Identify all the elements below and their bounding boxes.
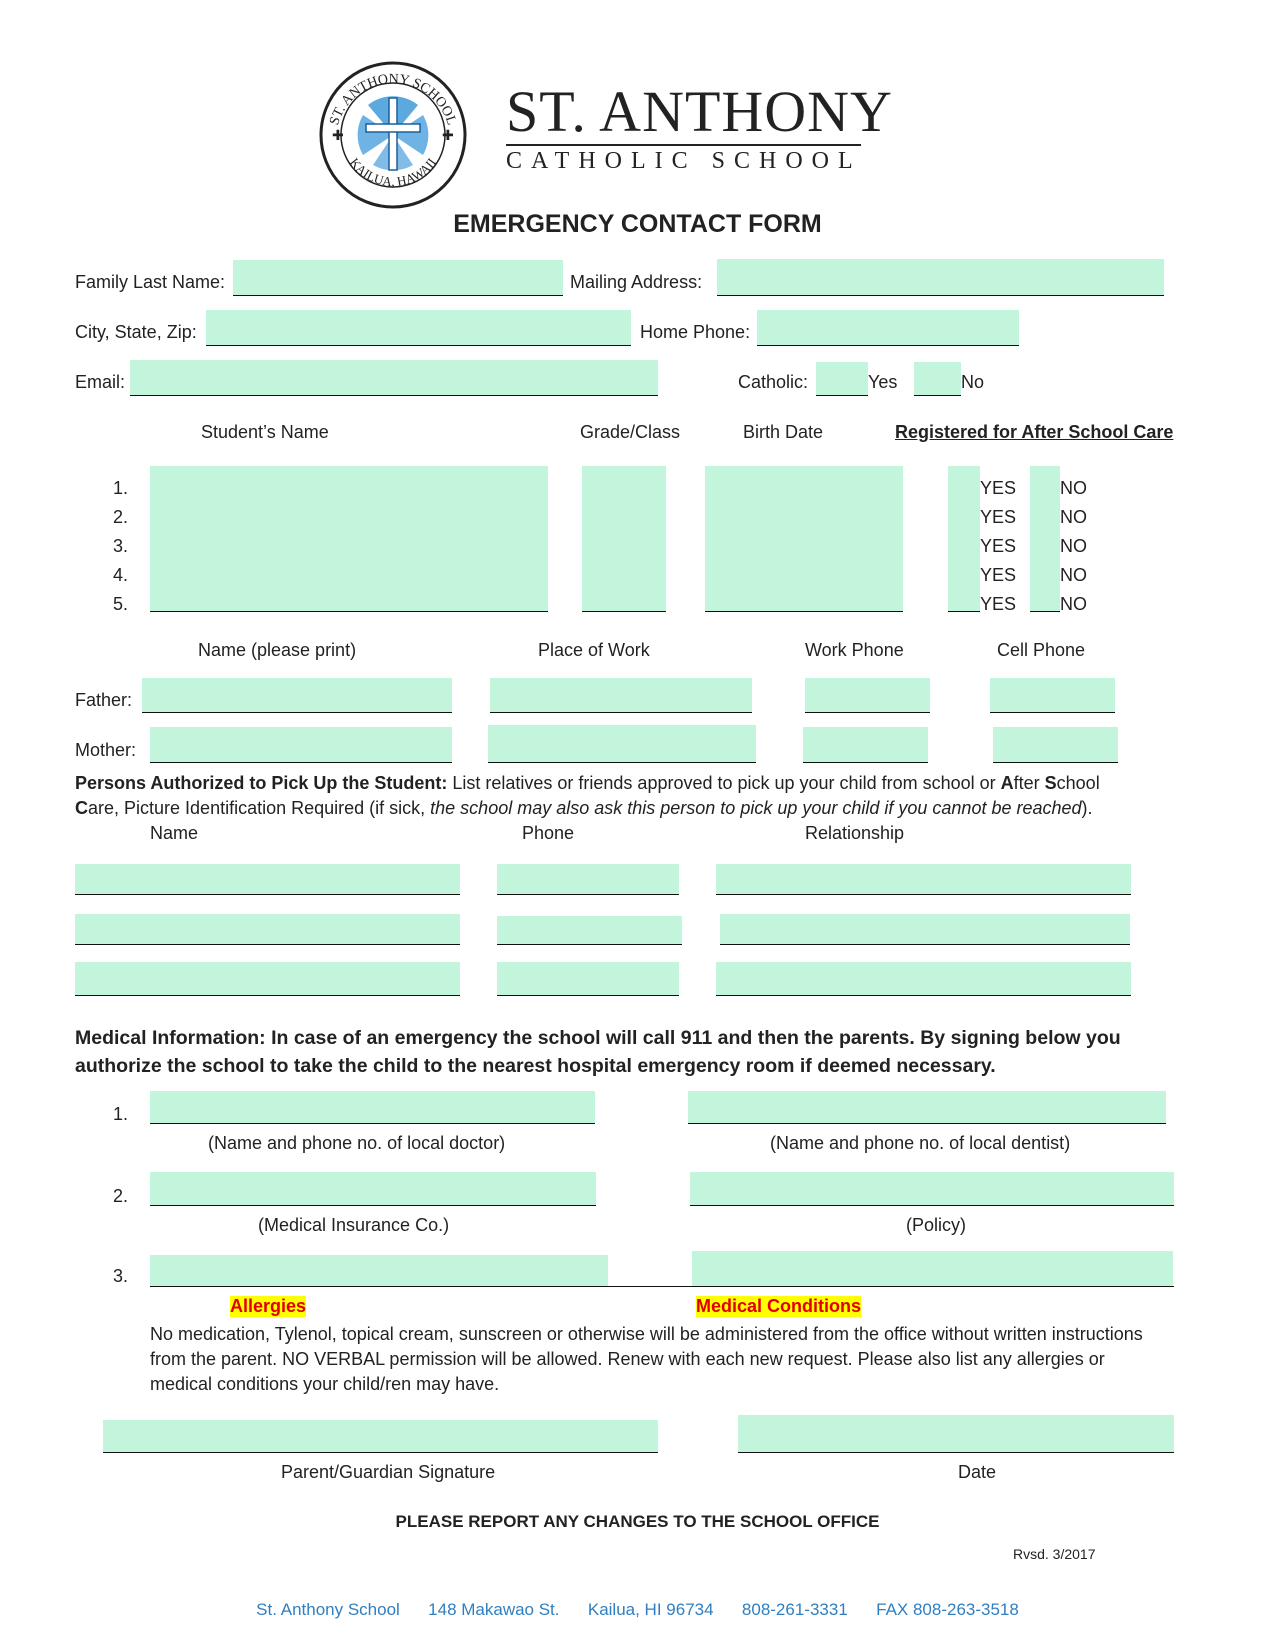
family-last-name-field[interactable] bbox=[233, 260, 563, 296]
pickup-relationship-header: Relationship bbox=[805, 823, 905, 843]
mother-name-field[interactable] bbox=[150, 727, 452, 763]
authorized-pickup-heading: Persons Authorized to Pick Up the Student: bbox=[75, 773, 448, 793]
student-1-no-label: NO bbox=[1060, 478, 1087, 498]
pickup-3-name-field[interactable] bbox=[75, 962, 460, 996]
student-3-after-care-yes-field[interactable] bbox=[948, 524, 980, 554]
pickup-1-relationship-field[interactable] bbox=[716, 864, 1131, 895]
parent-signature-field[interactable] bbox=[103, 1420, 658, 1453]
student-3-no-label: NO bbox=[1060, 536, 1087, 556]
medical-conditions-field[interactable] bbox=[692, 1251, 1173, 1287]
footer-city: Kailua, HI 96734 bbox=[587, 1600, 714, 1619]
seal-text-bottom: KAILUA, HAWAII bbox=[346, 154, 440, 190]
school-seal-icon bbox=[318, 60, 468, 210]
pickup-3-relationship-field[interactable] bbox=[716, 962, 1131, 996]
student-3-grade-field[interactable] bbox=[582, 524, 666, 554]
student-4-no-label: NO bbox=[1060, 565, 1087, 585]
pickup-name-header: Name bbox=[150, 823, 199, 843]
email-field[interactable] bbox=[130, 360, 658, 396]
allergies-field[interactable] bbox=[150, 1255, 608, 1287]
student-4-name-field[interactable] bbox=[150, 553, 548, 583]
student-3-yes-label: YES bbox=[980, 536, 1017, 556]
authorized-pickup-text: Persons Authorized to Pick Up the Student: List relatives or friends approved to pick up your child from school or After School Care, Picture Identification Required (if sick, the school may also ask this person to pick up your child if you cannot be reached). bbox=[75, 773, 1100, 818]
mother-label: Mother: bbox=[75, 740, 137, 760]
dentist-caption: (Name and phone no. of local dentist) bbox=[770, 1133, 1071, 1153]
pickup-phone-header: Phone bbox=[522, 823, 575, 843]
student-2-grade-field[interactable] bbox=[582, 495, 666, 525]
student-3-birth-date-field[interactable] bbox=[705, 524, 903, 554]
student-4-grade-field[interactable] bbox=[582, 553, 666, 583]
student-2-yes-label: YES bbox=[980, 507, 1017, 527]
catholic-no-field[interactable] bbox=[914, 362, 961, 396]
policy-caption: (Policy) bbox=[906, 1215, 967, 1235]
seal-text-top: ST. ANTHONY SCHOOL bbox=[327, 71, 459, 127]
pickup-2-relationship-field[interactable] bbox=[720, 914, 1130, 945]
footer-phone: 808-261-3331 bbox=[741, 1600, 848, 1619]
father-work-phone-field[interactable] bbox=[805, 678, 930, 713]
father-name-field[interactable] bbox=[142, 678, 452, 713]
student-5-birth-date-field[interactable] bbox=[705, 582, 903, 612]
catholic-no-label: No bbox=[961, 372, 985, 392]
report-changes-notice: PLEASE REPORT ANY CHANGES TO THE SCHOOL OFFICE bbox=[395, 1512, 880, 1531]
student-5-grade-field[interactable] bbox=[582, 582, 666, 612]
catholic-yes-label: Yes bbox=[868, 372, 898, 392]
school-name-rule bbox=[506, 144, 861, 146]
medical-info-heading: Medical Information: In case of an emergency the school will call 911 and then the parents. By signing below you authorize the school to take the child to the nearest hospital emergency room if deemed necessary. bbox=[75, 1027, 1121, 1077]
doctor-field[interactable] bbox=[150, 1091, 595, 1124]
student-3-name-field[interactable] bbox=[150, 524, 548, 554]
birth-date-header: Birth Date bbox=[743, 422, 824, 442]
student-row-number: 2. bbox=[113, 507, 129, 527]
grade-class-header: Grade/Class bbox=[580, 422, 681, 442]
student-name-header: Student’s Name bbox=[201, 422, 329, 442]
medical-row-3-number: 3. bbox=[113, 1266, 129, 1286]
student-2-birth-date-field[interactable] bbox=[705, 495, 903, 525]
catholic-label: Catholic: bbox=[738, 372, 809, 392]
student-5-after-care-no-field[interactable] bbox=[1030, 582, 1060, 612]
policy-field[interactable] bbox=[690, 1172, 1174, 1206]
school-subtitle: CATHOLIC SCHOOL bbox=[506, 148, 862, 174]
student-1-grade-field[interactable] bbox=[582, 466, 666, 496]
svg-text:✚: ✚ bbox=[442, 127, 454, 143]
family-last-name-label: Family Last Name: bbox=[75, 272, 226, 292]
student-5-no-label: NO bbox=[1060, 594, 1087, 614]
work-phone-header: Work Phone bbox=[805, 640, 904, 660]
insurance-field[interactable] bbox=[150, 1172, 596, 1206]
pickup-1-name-field[interactable] bbox=[75, 864, 460, 895]
insurance-caption: (Medical Insurance Co.) bbox=[258, 1215, 450, 1235]
student-row-number: 1. bbox=[113, 478, 129, 498]
parent-name-header: Name (please print) bbox=[198, 640, 357, 660]
city-state-zip-label: City, State, Zip: bbox=[75, 322, 197, 342]
svg-text:✚: ✚ bbox=[332, 127, 344, 143]
signature-date-caption: Date bbox=[958, 1462, 997, 1482]
email-label: Email: bbox=[75, 372, 126, 392]
student-5-yes-label: YES bbox=[980, 594, 1017, 614]
student-4-yes-label: YES bbox=[980, 565, 1017, 585]
student-1-birth-date-field[interactable] bbox=[705, 466, 903, 496]
student-2-after-care-no-field[interactable] bbox=[1030, 495, 1060, 525]
after-school-care-header: Registered for After School Care bbox=[895, 422, 1174, 442]
medical-row-1-number: 1. bbox=[113, 1104, 129, 1124]
cell-phone-header: Cell Phone bbox=[997, 640, 1086, 660]
student-1-after-care-no-field[interactable] bbox=[1030, 466, 1060, 496]
parent-signature-caption: Parent/Guardian Signature bbox=[281, 1462, 496, 1482]
footer-street: 148 Makawao St. bbox=[428, 1600, 560, 1619]
mother-work-field[interactable] bbox=[488, 725, 756, 763]
medication-note: No medication, Tylenol, topical cream, sunscreen or otherwise will be administered from the office without written instructions from the parent. NO VERBAL permission will be allowed. Renew with each new request. Please also list any allergies or medical conditions your child/ren may have. bbox=[150, 1324, 1143, 1394]
medical-row-2-number: 2. bbox=[113, 1186, 129, 1206]
student-1-yes-label: YES bbox=[980, 478, 1017, 498]
student-4-after-care-yes-field[interactable] bbox=[948, 553, 980, 583]
signature-date-field[interactable] bbox=[738, 1415, 1174, 1453]
student-2-name-field[interactable] bbox=[150, 495, 548, 525]
revision-date: Rvsd. 3/2017 bbox=[1013, 1546, 1096, 1562]
pickup-3-phone-field[interactable] bbox=[497, 962, 679, 996]
student-3-after-care-no-field[interactable] bbox=[1030, 524, 1060, 554]
father-work-field[interactable] bbox=[490, 678, 752, 713]
student-5-name-field[interactable] bbox=[150, 582, 548, 612]
pickup-1-phone-field[interactable] bbox=[497, 864, 679, 895]
pickup-2-name-field[interactable] bbox=[75, 914, 460, 945]
doctor-caption: (Name and phone no. of local doctor) bbox=[208, 1133, 506, 1153]
school-logo bbox=[318, 60, 893, 210]
student-2-no-label: NO bbox=[1060, 507, 1087, 527]
catholic-yes-field[interactable] bbox=[816, 362, 868, 396]
student-4-after-care-no-field[interactable] bbox=[1030, 553, 1060, 583]
student-row-number: 4. bbox=[113, 565, 129, 585]
home-phone-label: Home Phone: bbox=[640, 322, 751, 342]
father-label: Father: bbox=[75, 690, 133, 710]
student-row-number: 3. bbox=[113, 536, 129, 556]
mailing-address-field[interactable] bbox=[717, 259, 1164, 296]
mother-cell-phone-field[interactable] bbox=[993, 727, 1118, 763]
father-cell-phone-field[interactable] bbox=[990, 678, 1115, 713]
form-title: EMERGENCY CONTACT FORM bbox=[453, 210, 822, 238]
footer-fax: FAX 808-263-3518 bbox=[876, 1600, 1019, 1619]
student-4-birth-date-field[interactable] bbox=[705, 553, 903, 583]
place-of-work-header: Place of Work bbox=[538, 640, 650, 660]
student-5-after-care-yes-field[interactable] bbox=[948, 582, 980, 612]
student-row-number: 5. bbox=[113, 594, 129, 614]
footer-school: St. Anthony School bbox=[256, 1600, 400, 1619]
student-1-after-care-yes-field[interactable] bbox=[948, 466, 980, 496]
footer-contact bbox=[0, 1600, 1275, 1620]
medical-conditions-label: Medical Conditions bbox=[696, 1296, 862, 1316]
student-1-name-field[interactable] bbox=[150, 466, 548, 496]
pickup-2-phone-field[interactable] bbox=[497, 916, 682, 945]
student-2-after-care-yes-field[interactable] bbox=[948, 495, 980, 525]
dentist-field[interactable] bbox=[688, 1091, 1166, 1124]
city-state-zip-field[interactable] bbox=[206, 310, 631, 346]
allergies-label: Allergies bbox=[230, 1296, 307, 1316]
mailing-address-label: Mailing Address: bbox=[570, 272, 703, 292]
home-phone-field[interactable] bbox=[757, 310, 1019, 346]
school-name: ST. ANTHONY bbox=[506, 79, 893, 144]
mother-work-phone-field[interactable] bbox=[803, 727, 928, 763]
